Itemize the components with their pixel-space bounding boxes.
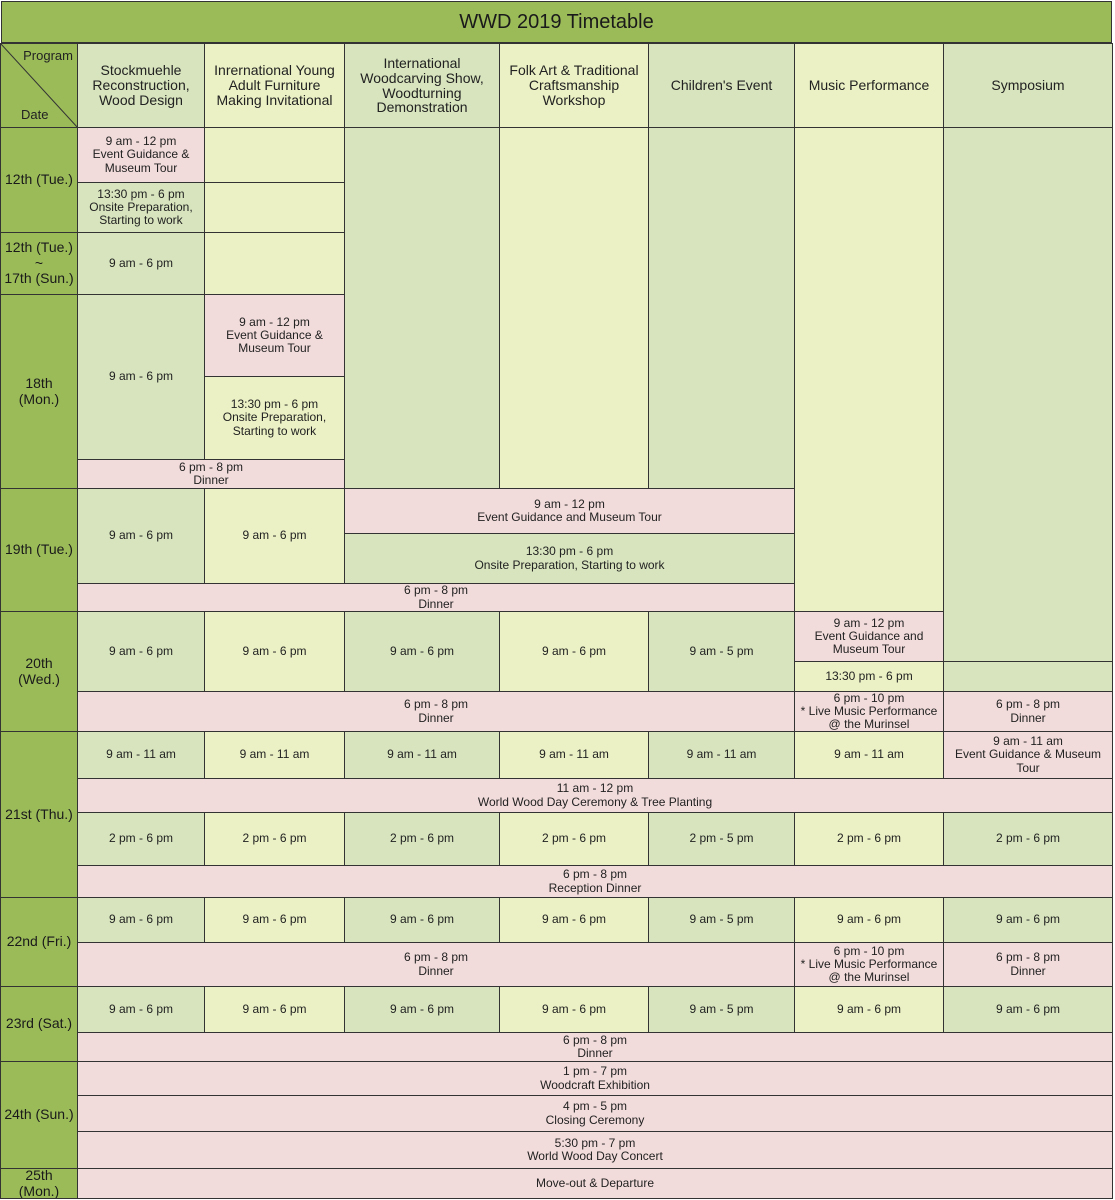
event-cell: 9 am - 11 am <box>77 731 205 779</box>
event-cell: 13:30 pm - 6 pm Onsite Preparation, Starting to work <box>204 376 345 460</box>
empty-block-symposium <box>943 127 1113 662</box>
empty-block-childrens <box>648 127 795 489</box>
header-stockmuehle: Stockmuehle Reconstruction, Wood Design <box>77 43 205 128</box>
event-cell: 9 am - 11 am <box>499 731 649 779</box>
event-cell: 13:30 pm - 6 pm Onsite Preparation, Starting to work <box>344 533 795 584</box>
event-cell: 5:30 pm - 7 pm World Wood Day Concert <box>77 1131 1113 1169</box>
date-19: 19th (Tue.) <box>0 488 78 612</box>
date-label: Date <box>21 106 49 122</box>
date-22: 22nd (Fri.) <box>0 897 78 987</box>
event-cell: 6 pm - 10 pm * Live Music Performance @ the Murinsel <box>794 691 944 732</box>
event-cell: 9 am - 11 am <box>204 731 345 779</box>
event-cell: 9 am - 6 pm <box>204 986 345 1033</box>
event-cell: 9 am - 6 pm <box>204 897 345 943</box>
corner-header <box>0 43 78 128</box>
event-cell: 9 am - 12 pm Event Guidance and Museum Tour <box>344 488 795 534</box>
event-cell: 9 am - 6 pm <box>794 897 944 943</box>
event-cell: 6 pm - 8 pm Dinner <box>77 459 345 489</box>
empty-cell <box>204 232 345 295</box>
event-cell: 2 pm - 5 pm <box>648 812 795 866</box>
event-cell: 9 am - 5 pm <box>648 986 795 1033</box>
header-symposium: Symposium <box>943 43 1113 128</box>
event-cell: 9 am - 6 pm <box>77 294 205 460</box>
event-cell: 9 am - 11 am <box>648 731 795 779</box>
event-cell: 6 pm - 8 pm Reception Dinner <box>77 865 1113 898</box>
event-cell: 11 am - 12 pm World Wood Day Ceremony & Tree Planting <box>77 778 1113 813</box>
event-cell: 9 am - 6 pm <box>344 986 500 1033</box>
event-cell: 2 pm - 6 pm <box>794 812 944 866</box>
empty-block-woodcarving <box>344 127 500 489</box>
event-cell: 9 am - 6 pm <box>204 611 345 692</box>
event-cell: 9 am - 6 pm <box>77 232 205 295</box>
event-cell: 9 am - 11 am <box>344 731 500 779</box>
event-cell: 9 am - 6 pm <box>77 897 205 943</box>
event-cell: 6 pm - 8 pm Dinner <box>77 583 795 612</box>
event-cell: 4 pm - 5 pm Closing Ceremony <box>77 1095 1113 1132</box>
event-cell: 6 pm - 10 pm * Live Music Performance @ the Murinsel <box>794 942 944 987</box>
event-cell: 2 pm - 6 pm <box>204 812 345 866</box>
event-cell: 6 pm - 8 pm Dinner <box>77 942 795 987</box>
empty-block-folk-art <box>499 127 649 489</box>
event-cell: 9 am - 6 pm <box>77 611 205 692</box>
event-cell: 13:30 pm - 6 pm Onsite Preparation, Starting to work <box>77 182 205 233</box>
event-cell: 9 am - 6 pm <box>77 986 205 1033</box>
event-cell: 9 am - 6 pm <box>943 986 1113 1033</box>
timetable-grid <box>1 44 1113 1199</box>
header-woodcarving: International Woodcarving Show, Woodturning Demonstration <box>344 43 500 128</box>
header-music: Music Performance <box>794 43 944 128</box>
event-cell: 1 pm - 7 pm Woodcraft Exhibition <box>77 1061 1113 1096</box>
event-cell: 9 am - 6 pm <box>943 897 1113 943</box>
event-cell: 6 pm - 8 pm Dinner <box>77 1032 1113 1062</box>
event-cell: 9 am - 6 pm <box>499 897 649 943</box>
event-cell: 9 am - 12 pm Event Guidance & Museum Tour <box>77 127 205 183</box>
header-folk-art: Folk Art & Traditional Craftsmanship Workshop <box>499 43 649 128</box>
program-label: Program <box>23 48 73 63</box>
event-cell: 2 pm - 6 pm <box>77 812 205 866</box>
event-cell: 9 am - 6 pm <box>794 986 944 1033</box>
event-cell: 9 am - 11 am Event Guidance & Museum Tour <box>943 731 1113 779</box>
header-childrens-event: Children's Event <box>648 43 795 128</box>
date-24: 24th (Sun.) <box>0 1061 78 1169</box>
header-furniture: Inrernational Young Adult Furniture Making Invitational <box>204 43 345 128</box>
date-21: 21st (Thu.) <box>0 731 78 898</box>
event-cell: 6 pm - 8 pm Dinner <box>943 942 1113 987</box>
event-cell: 9 am - 6 pm <box>344 897 500 943</box>
event-cell: 9 am - 6 pm <box>499 986 649 1033</box>
date-12: 12th (Tue.) <box>0 127 78 233</box>
event-cell: 9 am - 11 am <box>794 731 944 779</box>
event-cell: 6 pm - 8 pm Dinner <box>77 691 795 732</box>
event-cell: Move-out & Departure <box>77 1168 1113 1199</box>
event-cell: 2 pm - 6 pm <box>943 812 1113 866</box>
date-20: 20th (Wed.) <box>0 611 78 732</box>
date-23: 23rd (Sat.) <box>0 986 78 1062</box>
empty-cell <box>943 661 1113 692</box>
event-cell: 9 am - 5 pm <box>648 897 795 943</box>
event-cell: 9 am - 5 pm <box>648 611 795 692</box>
event-cell: 9 am - 6 pm <box>499 611 649 692</box>
empty-cell <box>204 182 345 233</box>
date-12-17: 12th (Tue.) ~ 17th (Sun.) <box>0 232 78 295</box>
event-cell: 6 pm - 8 pm Dinner <box>943 691 1113 732</box>
event-cell: 9 am - 6 pm <box>344 611 500 692</box>
event-cell: 13:30 pm - 6 pm <box>794 661 944 692</box>
empty-cell <box>204 127 345 183</box>
date-18: 18th (Mon.) <box>0 294 78 489</box>
event-cell: 9 am - 6 pm <box>204 488 345 584</box>
event-cell: 2 pm - 6 pm <box>499 812 649 866</box>
event-cell: 9 am - 12 pm Event Guidance & Museum Tour <box>204 294 345 377</box>
event-cell: 9 am - 12 pm Event Guidance and Museum Tour <box>794 611 944 662</box>
event-cell: 2 pm - 6 pm <box>344 812 500 866</box>
page-title: WWD 2019 Timetable <box>1 1 1112 43</box>
empty-block-music <box>794 127 944 612</box>
date-25: 25th (Mon.) <box>0 1168 78 1199</box>
event-cell: 9 am - 6 pm <box>77 488 205 584</box>
